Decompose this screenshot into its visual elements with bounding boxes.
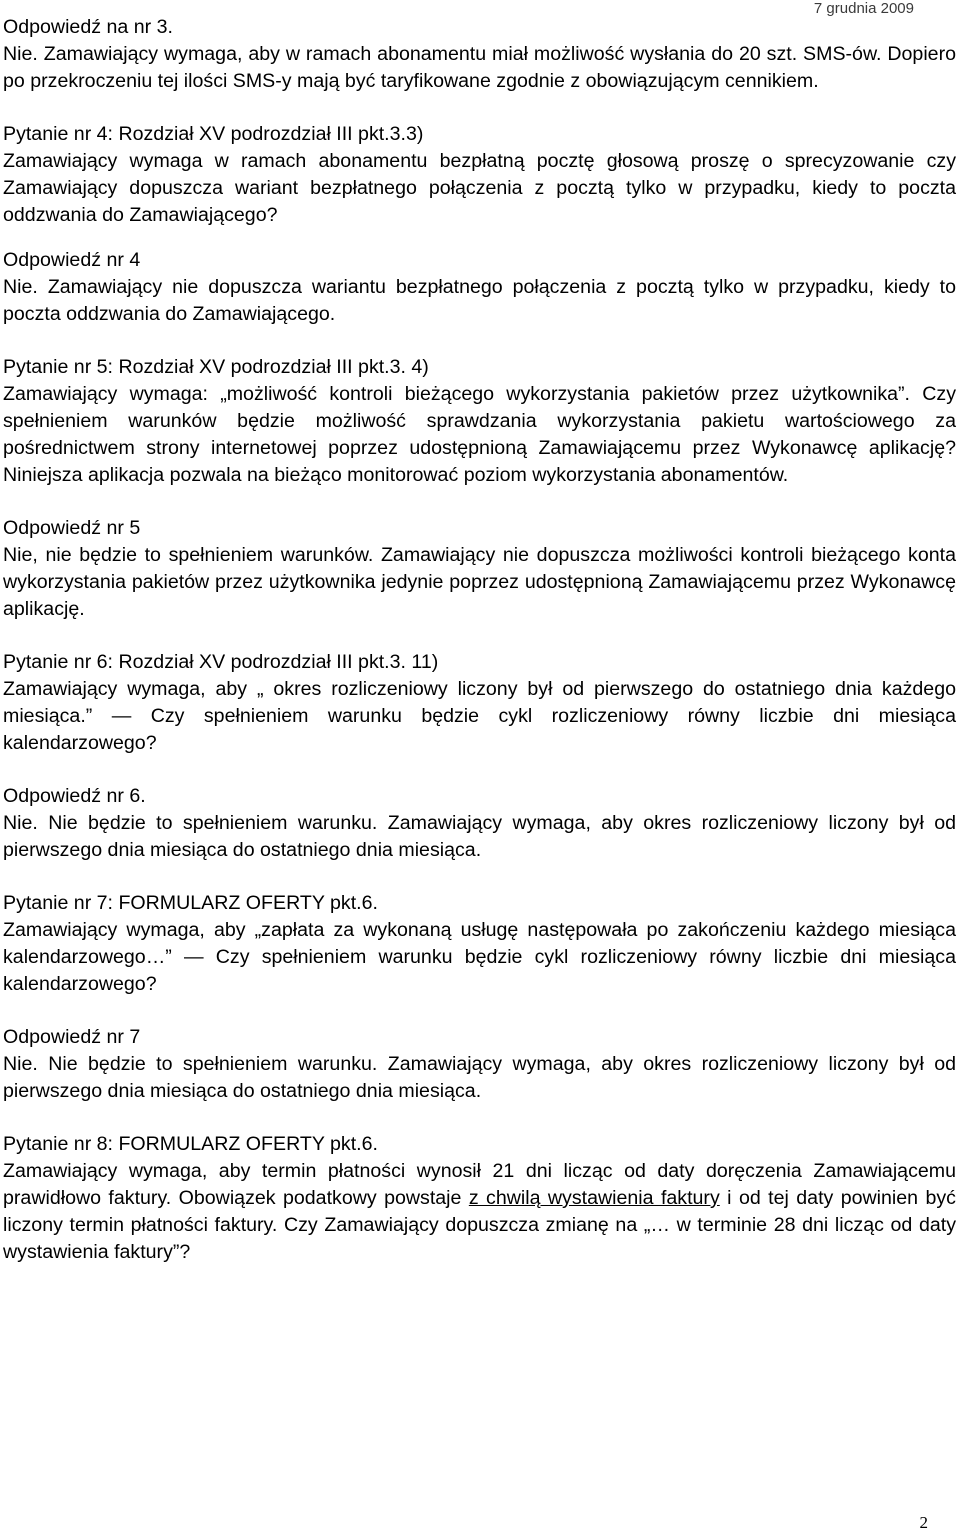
question-7-heading: Pytanie nr 7: FORMULARZ OFERTY pkt.6. (3, 892, 378, 914)
document-body (3, 14, 956, 1266)
question-5-text: Zamawiający wymaga: „możliwość kontroli bieżącego wykorzystania pakietów przez użytkownika”. Czy spełnieniem warunków będzie możliwość sprawdzania wykorzystania pakietu wartościowego za pośrednictwem strony internetowej poprzez udostępnioną Zamawiającemu przez Wykonawcę aplikację? Niniejsza aplikacja pozwala na bieżąco monitorować poziom wykorzystania abonamentów. (3, 383, 956, 486)
answer-7-heading: Odpowiedź nr 7 (3, 1026, 141, 1048)
question-5-heading: Pytanie nr 5: Rozdział XV podrozdział III pkt.3. 4) (3, 356, 429, 378)
answer-3-heading: Odpowiedź na nr 3. (3, 16, 173, 38)
answer-6-text: Nie. Nie będzie to spełnieniem warunku. Zamawiający wymaga, aby okres rozliczeniowy liczony był od pierwszego dnia miesiąca do ostatniego dnia miesiąca. (3, 812, 956, 861)
answer-5-text: Nie, nie będzie to spełnieniem warunków. Zamawiający nie dopuszcza możliwości kontroli bieżącego konta wykorzystania pakietów przez użytkownika jedynie poprzez udostępnioną Zamawiającemu przez Wykonawcę aplikację. (3, 544, 956, 620)
question-4-heading: Pytanie nr 4: Rozdział XV podrozdział III pkt.3.3) (3, 123, 424, 145)
question-8-heading: Pytanie nr 8: FORMULARZ OFERTY pkt.6. (3, 1133, 378, 1155)
answer-5-heading: Odpowiedź nr 5 (3, 517, 141, 539)
question-6-heading: Pytanie nr 6: Rozdział XV podrozdział III pkt.3. 11) (3, 651, 439, 673)
question-8-text-part-1: Zamawiający wymaga, aby termin płatności wynosił 21 dni licząc od daty doręczenia Zamawiającemu prawidłowo faktury. Obowiązek podatkowy powstaje (3, 1160, 956, 1209)
answer-7-text: Nie. Nie będzie to spełnieniem warunku. Zamawiający wymaga, aby okres rozliczeniowy liczony był od pierwszego dnia miesiąca do ostatniego dnia miesiąca. (3, 1053, 956, 1102)
question-8-text (3, 1158, 956, 1266)
document-date: 7 grudnia 2009 (813, 0, 914, 17)
underlined-phrase: z chwilą wystawienia faktury (468, 1187, 720, 1209)
question-7-text: Zamawiający wymaga, aby „zapłata za wykonaną usługę następowała po zakończeniu każdego miesiąca kalendarzowego…” — Czy spełnieniem warunku będzie cykl rozliczeniowy równy liczbie dni miesiąca kalendarzowego? (3, 919, 956, 995)
question-6-text: Zamawiający wymaga, aby „ okres rozliczeniowy liczony był od pierwszego do ostatniego dnia każdego miesiąca.” — Czy spełnieniem warunku będzie cykl rozliczeniowy równy liczbie dni miesiąca kalendarzowego? (3, 678, 956, 754)
page-number: 2 (919, 1513, 928, 1532)
answer-4-heading: Odpowiedź nr 4 (3, 249, 141, 271)
answer-6-heading: Odpowiedź nr 6. (3, 785, 146, 807)
answer-4-text: Nie. Zamawiający nie dopuszcza wariantu bezpłatnego połączenia z pocztą tylko w przypadku, kiedy to poczta oddzwania do Zamawiającego. (3, 276, 956, 325)
question-8-text-part-2: i od tej daty powinien być liczony termin płatności faktury. Czy Zamawiający dopuszcza zmianę na „… w terminie 28 dni licząc od daty wystawienia faktury”? (3, 1187, 956, 1263)
question-4-text: Zamawiający wymaga w ramach abonamentu bezpłatną pocztę głosową proszę o sprecyzowanie czy Zamawiający dopuszcza wariant bezpłatnego połączenia z pocztą tylko w przypadku, kiedy to poczta oddzwania do Zamawiającego? (3, 150, 956, 226)
answer-3-text: Nie. Zamawiający wymaga, aby w ramach abonamentu miał możliwość wysłania do 20 szt. SMS-ów. Dopiero po przekroczeniu tej ilości SMS-y mają być taryfikowane zgodnie z obowiązującym cennikiem. (3, 43, 956, 92)
